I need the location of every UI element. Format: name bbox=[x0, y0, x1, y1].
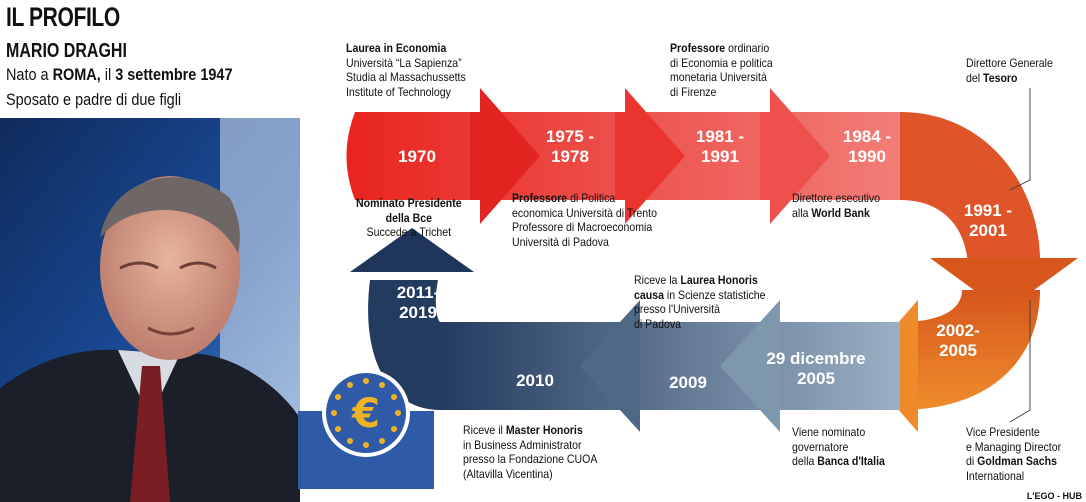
year-1970 bbox=[398, 147, 436, 166]
year-2005dec-line1: 29 dicembre bbox=[766, 349, 866, 368]
curve-right-top bbox=[900, 112, 1040, 270]
credit-label: L'EGO - HUB bbox=[1026, 491, 1082, 501]
note-2009: Riceve la Laurea Honoris causa in Scienze statistiche presso l'Università di Padova bbox=[634, 273, 766, 331]
year-1984 bbox=[843, 127, 891, 166]
year-1975 bbox=[546, 127, 594, 166]
note-1981: Professore ordinario di Economia e politica monetaria Università di Firenze bbox=[670, 41, 773, 99]
person-name: MARIO DRAGHI bbox=[6, 40, 127, 62]
note-1970: Laurea in Economia Università “La Sapienza” Studia al Massachussetts Institute of Technology bbox=[346, 41, 466, 99]
year-1984-line2: 1990 bbox=[848, 147, 886, 166]
year-1991 bbox=[964, 201, 1012, 240]
year-2002-line2: 2005 bbox=[939, 341, 977, 360]
year-2002-line1: 2002- bbox=[936, 321, 980, 340]
year-2010 bbox=[516, 371, 554, 390]
year-1991-line1: 1991 - bbox=[963, 201, 1013, 220]
note-2011: Nominato Presidente della Bce Succede a Trichet bbox=[356, 196, 462, 239]
year-2011-line1: 2011- bbox=[396, 283, 440, 302]
year-2010-line1: 2010 bbox=[516, 371, 554, 390]
year-1975-line2: 1978 bbox=[551, 147, 589, 166]
year-2011 bbox=[397, 283, 440, 322]
year-1975-line1: 1975 - bbox=[545, 127, 595, 146]
ecb-euro-logo bbox=[298, 365, 434, 489]
page-title: IL PROFILO bbox=[6, 2, 120, 32]
note-2010: Riceve il Master Honoris in Business Administrator presso la Fondazione CUOA (Altavilla Vicentina) bbox=[463, 423, 598, 481]
year-1981-line2: 1991 bbox=[701, 147, 739, 166]
family-info: Sposato e padre di due figli bbox=[6, 90, 182, 109]
year-1991-line2: 2001 bbox=[969, 221, 1007, 240]
year-2009-line1: 2009 bbox=[669, 373, 707, 392]
year-2002 bbox=[936, 321, 979, 360]
birth-info: Nato a ROMA, il 3 settembre 1947 bbox=[6, 65, 233, 84]
note-1984: Direttore esecutivo alla World Bank bbox=[792, 191, 881, 220]
note-1991: Direttore Generale del Tesoro bbox=[966, 56, 1053, 85]
note-1975: Professore di Politica economica Università di Trento Professore di Macroeconomia Università di Padova bbox=[512, 191, 657, 249]
year-1970-line1: 1970 bbox=[398, 147, 436, 166]
year-2005dec-line2: 2005 bbox=[797, 369, 835, 388]
note-2005dec: Viene nominato governatore della Banca d'Italia bbox=[792, 425, 885, 468]
note-2002: Vice Presidente e Managing Director di Goldman Sachs International bbox=[966, 425, 1062, 483]
year-2011-line2: 2019 bbox=[399, 303, 437, 322]
svg-text:€: € bbox=[352, 391, 380, 437]
year-1981 bbox=[696, 127, 744, 166]
year-1981-line1: 1981 - bbox=[695, 127, 745, 146]
year-1984-line1: 1984 - bbox=[842, 127, 892, 146]
arrowhead-2009 bbox=[580, 300, 640, 432]
year-2009 bbox=[669, 373, 707, 392]
